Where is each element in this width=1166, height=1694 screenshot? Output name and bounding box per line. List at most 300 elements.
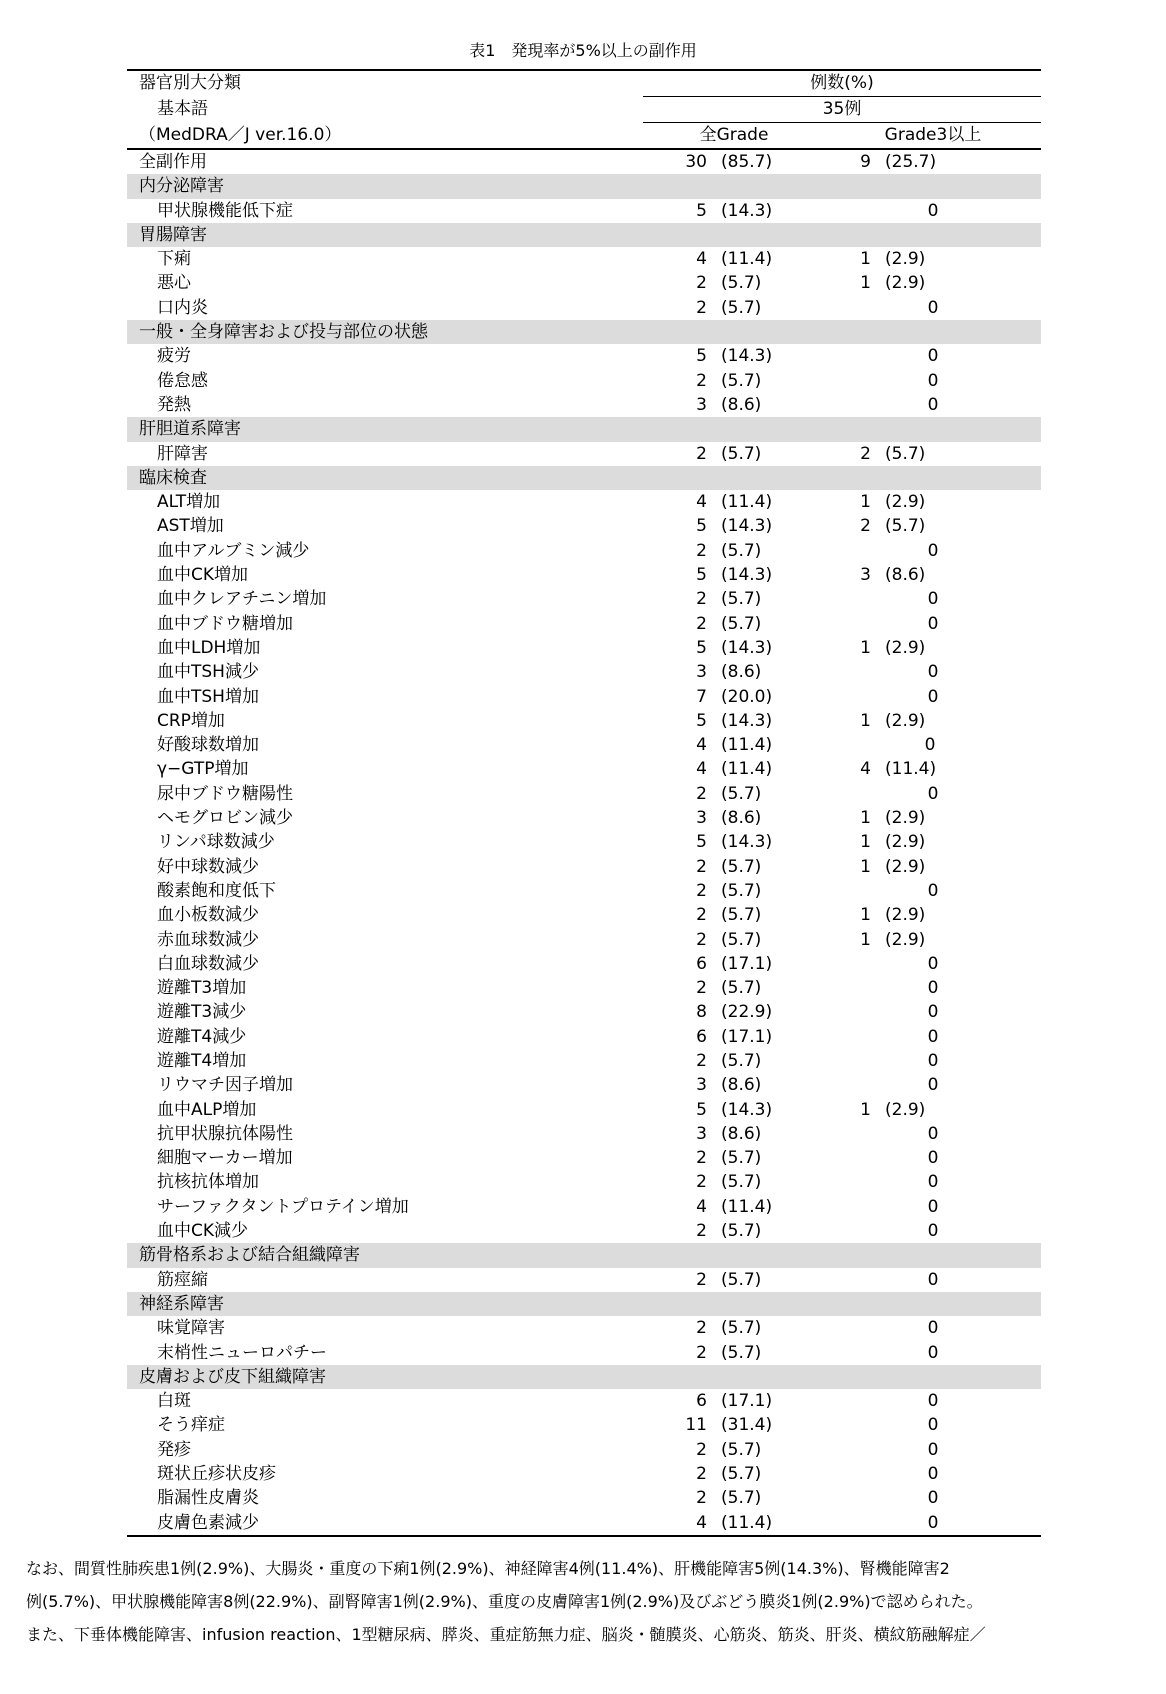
table-row: [127, 247, 1041, 271]
all-grade-count: 5: [696, 832, 707, 853]
table-row: [127, 1146, 1041, 1170]
table-row: [127, 1438, 1041, 1462]
empty-cell: [643, 466, 825, 490]
grade3-count: 9: [860, 152, 871, 172]
term-cell: 口内炎: [157, 297, 208, 318]
grade3-cell: [825, 685, 1041, 709]
grade3-count: 1: [860, 832, 871, 853]
grade3-count: 0: [927, 613, 939, 634]
grade3-count: 0: [927, 394, 939, 415]
grade3-count: 0: [927, 1075, 939, 1096]
all-grade-count: 2: [696, 856, 707, 877]
grade3-cell: [825, 1341, 1041, 1365]
all-grade-percent: (5.7): [721, 273, 762, 294]
grade3-cell: [825, 1219, 1041, 1243]
grade3-cell: [825, 344, 1041, 368]
term-cell: リンパ球数減少: [157, 832, 275, 853]
all-grade-count: 5: [696, 516, 707, 537]
all-grade-cell: [643, 1170, 825, 1194]
grade3-cell: [825, 149, 1041, 174]
table-row: [127, 1486, 1041, 1510]
term-cell: 発疹: [157, 1439, 191, 1460]
all-grade-percent: (5.7): [721, 1439, 762, 1460]
all-grade-cell: [643, 514, 825, 538]
all-grade-count: 2: [696, 370, 707, 391]
all-grade-count: 2: [696, 1464, 707, 1485]
all-grade-percent: (8.6): [721, 1075, 762, 1096]
table-row: [127, 1049, 1041, 1073]
term-cell: 肝胆道系障害: [127, 417, 643, 441]
grade3-percent: (2.9): [885, 808, 926, 829]
empty-cell: [825, 1243, 1041, 1267]
all-grade-percent: (14.3): [721, 832, 773, 853]
all-grade-cell: [643, 879, 825, 903]
table-row: [127, 636, 1041, 660]
table-row: [127, 587, 1041, 611]
all-grade-percent: (5.7): [721, 443, 762, 464]
all-grade-count: 5: [696, 637, 707, 658]
grade3-cell: [825, 1511, 1041, 1536]
all-grade-cell: [643, 199, 825, 223]
term-cell: リウマチ因子増加: [157, 1075, 293, 1096]
grade3-count: 0: [927, 662, 939, 683]
grade3-count: 2: [860, 443, 871, 464]
all-grade-percent: (5.7): [721, 1148, 762, 1169]
all-grade-count: 6: [696, 953, 707, 974]
term-cell: サーファクタントプロテイン増加: [157, 1196, 409, 1217]
table-row: [127, 271, 1041, 295]
header-row-3: [127, 123, 1041, 150]
grade3-count: 0: [927, 978, 939, 999]
all-grade-percent: (5.7): [721, 1172, 762, 1193]
all-grade-percent: (5.7): [721, 1221, 762, 1242]
grade3-percent: (2.9): [885, 249, 926, 270]
grade3-cell: [825, 879, 1041, 903]
table-row: [127, 806, 1041, 830]
grade3-cell: [825, 709, 1041, 733]
term-cell: 疲労: [157, 346, 191, 367]
grade3-count: 0: [927, 297, 939, 318]
all-grade-percent: (8.6): [721, 1123, 762, 1144]
term-cell: そう痒症: [157, 1415, 225, 1436]
all-grade-count: 6: [696, 1026, 707, 1047]
all-grade-percent: (8.6): [721, 662, 762, 683]
all-grade-count: 5: [696, 346, 707, 367]
term-cell: 斑状丘疹状皮疹: [157, 1464, 276, 1485]
table-row: [127, 1195, 1041, 1219]
grade3-count: 0: [927, 1026, 939, 1047]
grade3-cell: [825, 199, 1041, 223]
all-grade-cell: [643, 271, 825, 295]
empty-cell: [643, 1243, 825, 1267]
all-grade-percent: (5.7): [721, 880, 762, 901]
empty-cell: [643, 320, 825, 344]
all-grade-count: 2: [696, 1318, 707, 1339]
grade3-cell: [825, 369, 1041, 393]
all-grade-cell: [643, 685, 825, 709]
all-grade-count: 3: [696, 808, 707, 829]
term-cell: 血中アルブミン減少: [157, 540, 310, 561]
all-grade-cell: [643, 636, 825, 660]
grade3-percent: (2.9): [885, 710, 926, 731]
header-all-grade: 全Grade: [643, 123, 825, 150]
all-grade-cell: [643, 490, 825, 514]
all-grade-cell: [643, 709, 825, 733]
all-grade-cell: [643, 539, 825, 563]
all-grade-count: 3: [696, 662, 707, 683]
all-grade-percent: (31.4): [721, 1415, 773, 1436]
grade3-cell: [825, 1000, 1041, 1024]
term-cell: 甲状腺機能低下症: [157, 200, 293, 221]
term-cell: 血中CK減少: [157, 1221, 249, 1242]
grade3-cell: [825, 855, 1041, 879]
all-grade-percent: (5.7): [721, 978, 762, 999]
table-row: [127, 903, 1041, 927]
grade3-cell: [825, 539, 1041, 563]
grade3-count: 0: [927, 1391, 939, 1412]
term-cell: 倦怠感: [157, 370, 208, 391]
term-cell: CRP増加: [157, 710, 225, 731]
footer-line-1: なお、間質性肺疾患1例(2.9%)、大腸炎・重度の下痢1例(2.9%)、神経障害4例(11.4%)、肝機能障害5例(14.3%)、腎機能障害2: [26, 1559, 950, 1578]
term-cell: 一般・全身障害および投与部位の状態: [127, 320, 643, 344]
term-cell: 遊離T3増加: [157, 978, 247, 999]
all-grade-count: 5: [696, 710, 707, 731]
grade3-cell: [825, 976, 1041, 1000]
table-row: [127, 296, 1041, 320]
term-cell: 酸素飽和度低下: [157, 880, 276, 901]
all-grade-percent: (11.4): [721, 1196, 773, 1217]
grade3-count: 1: [860, 273, 871, 294]
all-grade-percent: (17.1): [721, 1391, 773, 1412]
adverse-reactions-table: [127, 69, 1041, 1537]
grade3-cell: [825, 1195, 1041, 1219]
table-row: [127, 1268, 1041, 1292]
all-grade-count: 4: [696, 1196, 707, 1217]
term-cell: 脂漏性皮膚炎: [157, 1488, 259, 1509]
grade3-count: 0: [927, 200, 939, 221]
term-cell: 血中CK増加: [157, 565, 249, 586]
table-row: [127, 1462, 1041, 1486]
table-body: [127, 70, 1041, 1536]
table-row: [127, 1413, 1041, 1437]
grade3-cell: [825, 563, 1041, 587]
grade3-count: 1: [860, 929, 871, 950]
grade3-percent: (2.9): [885, 929, 926, 950]
grade3-count: 0: [927, 1318, 939, 1339]
term-cell: 血中TSH減少: [157, 662, 259, 683]
term-cell: 尿中ブドウ糖陽性: [157, 783, 293, 804]
term-cell: 神経系障害: [127, 1292, 643, 1316]
all-grade-cell: [643, 612, 825, 636]
term-cell: 血中ブドウ糖増加: [157, 613, 293, 634]
grade3-cell: [825, 1025, 1041, 1049]
table-row: [127, 490, 1041, 514]
all-grade-count: 4: [696, 759, 707, 780]
empty-cell: [643, 417, 825, 441]
grade3-count: 0: [927, 880, 939, 901]
grade3-count: 1: [860, 492, 871, 513]
all-grade-count: 2: [696, 613, 707, 634]
grade3-count: 1: [860, 905, 871, 926]
grade3-cell: [825, 296, 1041, 320]
grade3-percent: (8.6): [885, 565, 926, 586]
all-grade-cell: [643, 1486, 825, 1510]
category-row: [127, 1243, 1041, 1267]
empty-cell: [825, 320, 1041, 344]
grade3-count: 0: [927, 1221, 939, 1242]
term-cell: 内分泌障害: [127, 174, 643, 198]
all-grade-cell: [643, 976, 825, 1000]
grade3-cell: [825, 1268, 1041, 1292]
all-grade-count: 2: [696, 589, 707, 610]
term-cell: 筋骨格系および結合組織障害: [127, 1243, 643, 1267]
empty-cell: [825, 1365, 1041, 1389]
grade3-cell: [825, 442, 1041, 466]
grade3-cell: [825, 660, 1041, 684]
grade3-percent: (2.9): [885, 273, 926, 294]
all-grade-count: 6: [696, 1391, 707, 1412]
all-grade-count: 2: [696, 1342, 707, 1363]
all-grade-count: 2: [696, 905, 707, 926]
table-row: [127, 1511, 1041, 1536]
all-grade-percent: (11.4): [721, 1512, 773, 1533]
all-grade-cell: [643, 1219, 825, 1243]
grade3-count: 0: [927, 783, 939, 804]
table-row: [127, 830, 1041, 854]
all-grade-cell: [643, 1438, 825, 1462]
grade3-count: 1: [860, 808, 871, 829]
header-group-label: 例数(%): [643, 70, 1041, 97]
table-title: 表1 発現率が5%以上の副作用: [469, 41, 697, 60]
grade3-percent: (11.4): [885, 759, 937, 780]
all-grade-percent: (14.3): [721, 565, 773, 586]
term-cell: 血中TSH増加: [157, 686, 259, 707]
all-grade-count: 4: [696, 492, 707, 513]
empty-cell: [825, 466, 1041, 490]
grade3-count: 0: [927, 589, 939, 610]
grade3-cell: [825, 1316, 1041, 1340]
grade3-count: 0: [927, 1196, 939, 1217]
category-row: [127, 1365, 1041, 1389]
all-grade-percent: (14.3): [721, 200, 773, 221]
all-grade-percent: (5.7): [721, 1488, 762, 1509]
empty-cell: [643, 1292, 825, 1316]
all-grade-count: 2: [696, 297, 707, 318]
footer-line-3: また、下垂体機能障害、infusion reaction、1型糖尿病、膵炎、重症筋無力症、脳炎・髄膜炎、心筋炎、筋炎、肝炎、横紋筋融解症／: [26, 1625, 986, 1644]
all-grade-cell: [643, 1073, 825, 1097]
all-grade-cell: [643, 1122, 825, 1146]
all-grade-cell: [643, 247, 825, 271]
all-grade-count: 5: [696, 200, 707, 221]
category-row: [127, 466, 1041, 490]
term-cell: 悪心: [157, 273, 191, 294]
category-row: [127, 223, 1041, 247]
grade3-cell: [825, 271, 1041, 295]
all-grade-cell: [643, 1341, 825, 1365]
all-grade-cell: [643, 296, 825, 320]
term-cell: 好酸球数増加: [157, 735, 259, 756]
all-grade-percent: (11.4): [721, 735, 773, 756]
table-row: [127, 563, 1041, 587]
term-cell: ヘモグロビン減少: [157, 808, 293, 829]
grade3-cell: [825, 612, 1041, 636]
term-cell: 白斑: [157, 1391, 191, 1412]
term-cell: 遊離T4減少: [157, 1026, 247, 1047]
category-row: [127, 417, 1041, 441]
grade3-count: 0: [927, 1512, 939, 1533]
table-row: [127, 782, 1041, 806]
all-grade-percent: (5.7): [721, 1342, 762, 1363]
term-cell: ALT増加: [157, 492, 221, 513]
table-row: [127, 344, 1041, 368]
all-grade-percent: (5.7): [721, 1464, 762, 1485]
table-row: [127, 976, 1041, 1000]
grade3-percent: (2.9): [885, 492, 926, 513]
all-grade-cell: [643, 1049, 825, 1073]
all-grade-cell: [643, 660, 825, 684]
grade3-cell: [825, 1049, 1041, 1073]
all-grade-cell: [643, 369, 825, 393]
all-grade-percent: (5.7): [721, 1318, 762, 1339]
all-grade-percent: (11.4): [721, 759, 773, 780]
all-grade-percent: (22.9): [721, 1002, 773, 1023]
table-row: [127, 1170, 1041, 1194]
total-row: [127, 149, 1041, 174]
all-grade-percent: (5.7): [721, 1050, 762, 1071]
grade3-count: 4: [860, 759, 871, 780]
table-row: [127, 1341, 1041, 1365]
grade3-cell: [825, 733, 1041, 757]
all-grade-percent: (14.3): [721, 637, 773, 658]
all-grade-cell: [643, 442, 825, 466]
header-grade3: Grade3以上: [825, 123, 1041, 150]
all-grade-percent: (11.4): [721, 492, 773, 513]
table-row: [127, 685, 1041, 709]
table-row: [127, 709, 1041, 733]
grade3-count: 0: [924, 735, 936, 756]
table-row: [127, 928, 1041, 952]
grade3-percent: (2.9): [885, 1099, 926, 1120]
all-grade-cell: [643, 855, 825, 879]
all-grade-percent: (5.7): [721, 589, 762, 610]
term-cell: 抗核抗体増加: [157, 1172, 259, 1193]
all-grade-percent: (17.1): [721, 953, 773, 974]
grade3-cell: [825, 1389, 1041, 1413]
grade3-percent: (5.7): [885, 516, 926, 537]
table-row: [127, 612, 1041, 636]
table-row: [127, 369, 1041, 393]
header-row-1: [127, 70, 1041, 97]
all-grade-percent: (14.3): [721, 346, 773, 367]
all-grade-cell: [643, 587, 825, 611]
grade3-cell: [825, 806, 1041, 830]
grade3-count: 0: [927, 953, 939, 974]
empty-cell: [643, 223, 825, 247]
all-grade-count: 2: [696, 1221, 707, 1242]
term-cell: 肝障害: [157, 443, 208, 464]
grade3-cell: [825, 757, 1041, 781]
all-grade-cell: [643, 1413, 825, 1437]
grade3-cell: [825, 903, 1041, 927]
all-grade-count: 2: [696, 1439, 707, 1460]
all-grade-count: 2: [696, 443, 707, 464]
grade3-percent: (2.9): [885, 637, 926, 658]
category-row: [127, 1292, 1041, 1316]
all-grade-cell: [643, 1268, 825, 1292]
grade3-count: 0: [927, 686, 939, 707]
table-row: [127, 199, 1041, 223]
all-grade-count: 2: [696, 880, 707, 901]
grade3-cell: [825, 952, 1041, 976]
grade3-percent: (25.7): [885, 152, 937, 172]
all-grade-count: 2: [696, 1050, 707, 1071]
all-grade-count: 30: [685, 152, 707, 172]
all-grade-percent: (5.7): [721, 1269, 762, 1290]
all-grade-count: 4: [696, 249, 707, 270]
category-row: [127, 174, 1041, 198]
grade3-count: 1: [860, 637, 871, 658]
grade3-percent: (5.7): [885, 443, 926, 464]
all-grade-percent: (17.1): [721, 1026, 773, 1047]
all-grade-count: 2: [696, 978, 707, 999]
term-cell: 細胞マーカー増加: [157, 1148, 293, 1169]
all-grade-count: 3: [696, 394, 707, 415]
term-cell: 血小板数減少: [157, 905, 259, 926]
all-grade-percent: (85.7): [721, 152, 773, 172]
table-row: [127, 539, 1041, 563]
all-grade-cell: [643, 830, 825, 854]
table-row: [127, 1389, 1041, 1413]
all-grade-percent: (8.6): [721, 808, 762, 829]
all-grade-cell: [643, 1146, 825, 1170]
empty-cell: [825, 1292, 1041, 1316]
grade3-count: 0: [927, 1002, 939, 1023]
table-row: [127, 1219, 1041, 1243]
grade3-count: 3: [860, 565, 871, 586]
all-grade-cell: [643, 1000, 825, 1024]
all-grade-percent: (5.7): [721, 905, 762, 926]
all-grade-percent: (20.0): [721, 686, 773, 707]
term-cell: 赤血球数減少: [157, 929, 259, 950]
grade3-count: 0: [927, 1148, 939, 1169]
table-row: [127, 1000, 1041, 1024]
header-row-2: [127, 97, 1041, 123]
all-grade-count: 2: [696, 273, 707, 294]
grade3-cell: [825, 1413, 1041, 1437]
all-grade-percent: (5.7): [721, 370, 762, 391]
grade3-cell: [825, 928, 1041, 952]
term-cell: 末梢性ニューロパチー: [157, 1342, 327, 1363]
all-grade-percent: (5.7): [721, 856, 762, 877]
grade3-count: 0: [927, 1415, 939, 1436]
table-row: [127, 757, 1041, 781]
table-row: [127, 1098, 1041, 1122]
all-grade-cell: [643, 757, 825, 781]
all-grade-count: 3: [696, 1075, 707, 1096]
header-pt-label: 基本語: [157, 99, 208, 119]
all-grade-count: 2: [696, 1148, 707, 1169]
all-grade-count: 11: [685, 1415, 707, 1436]
term-cell: 遊離T3減少: [157, 1002, 247, 1023]
table-row: [127, 514, 1041, 538]
table-row: [127, 442, 1041, 466]
grade3-cell: [825, 782, 1041, 806]
grade3-count: 1: [860, 856, 871, 877]
term-cell: 皮膚色素減少: [127, 1511, 643, 1536]
grade3-cell: [825, 636, 1041, 660]
all-grade-cell: [643, 806, 825, 830]
grade3-count: 1: [860, 249, 871, 270]
